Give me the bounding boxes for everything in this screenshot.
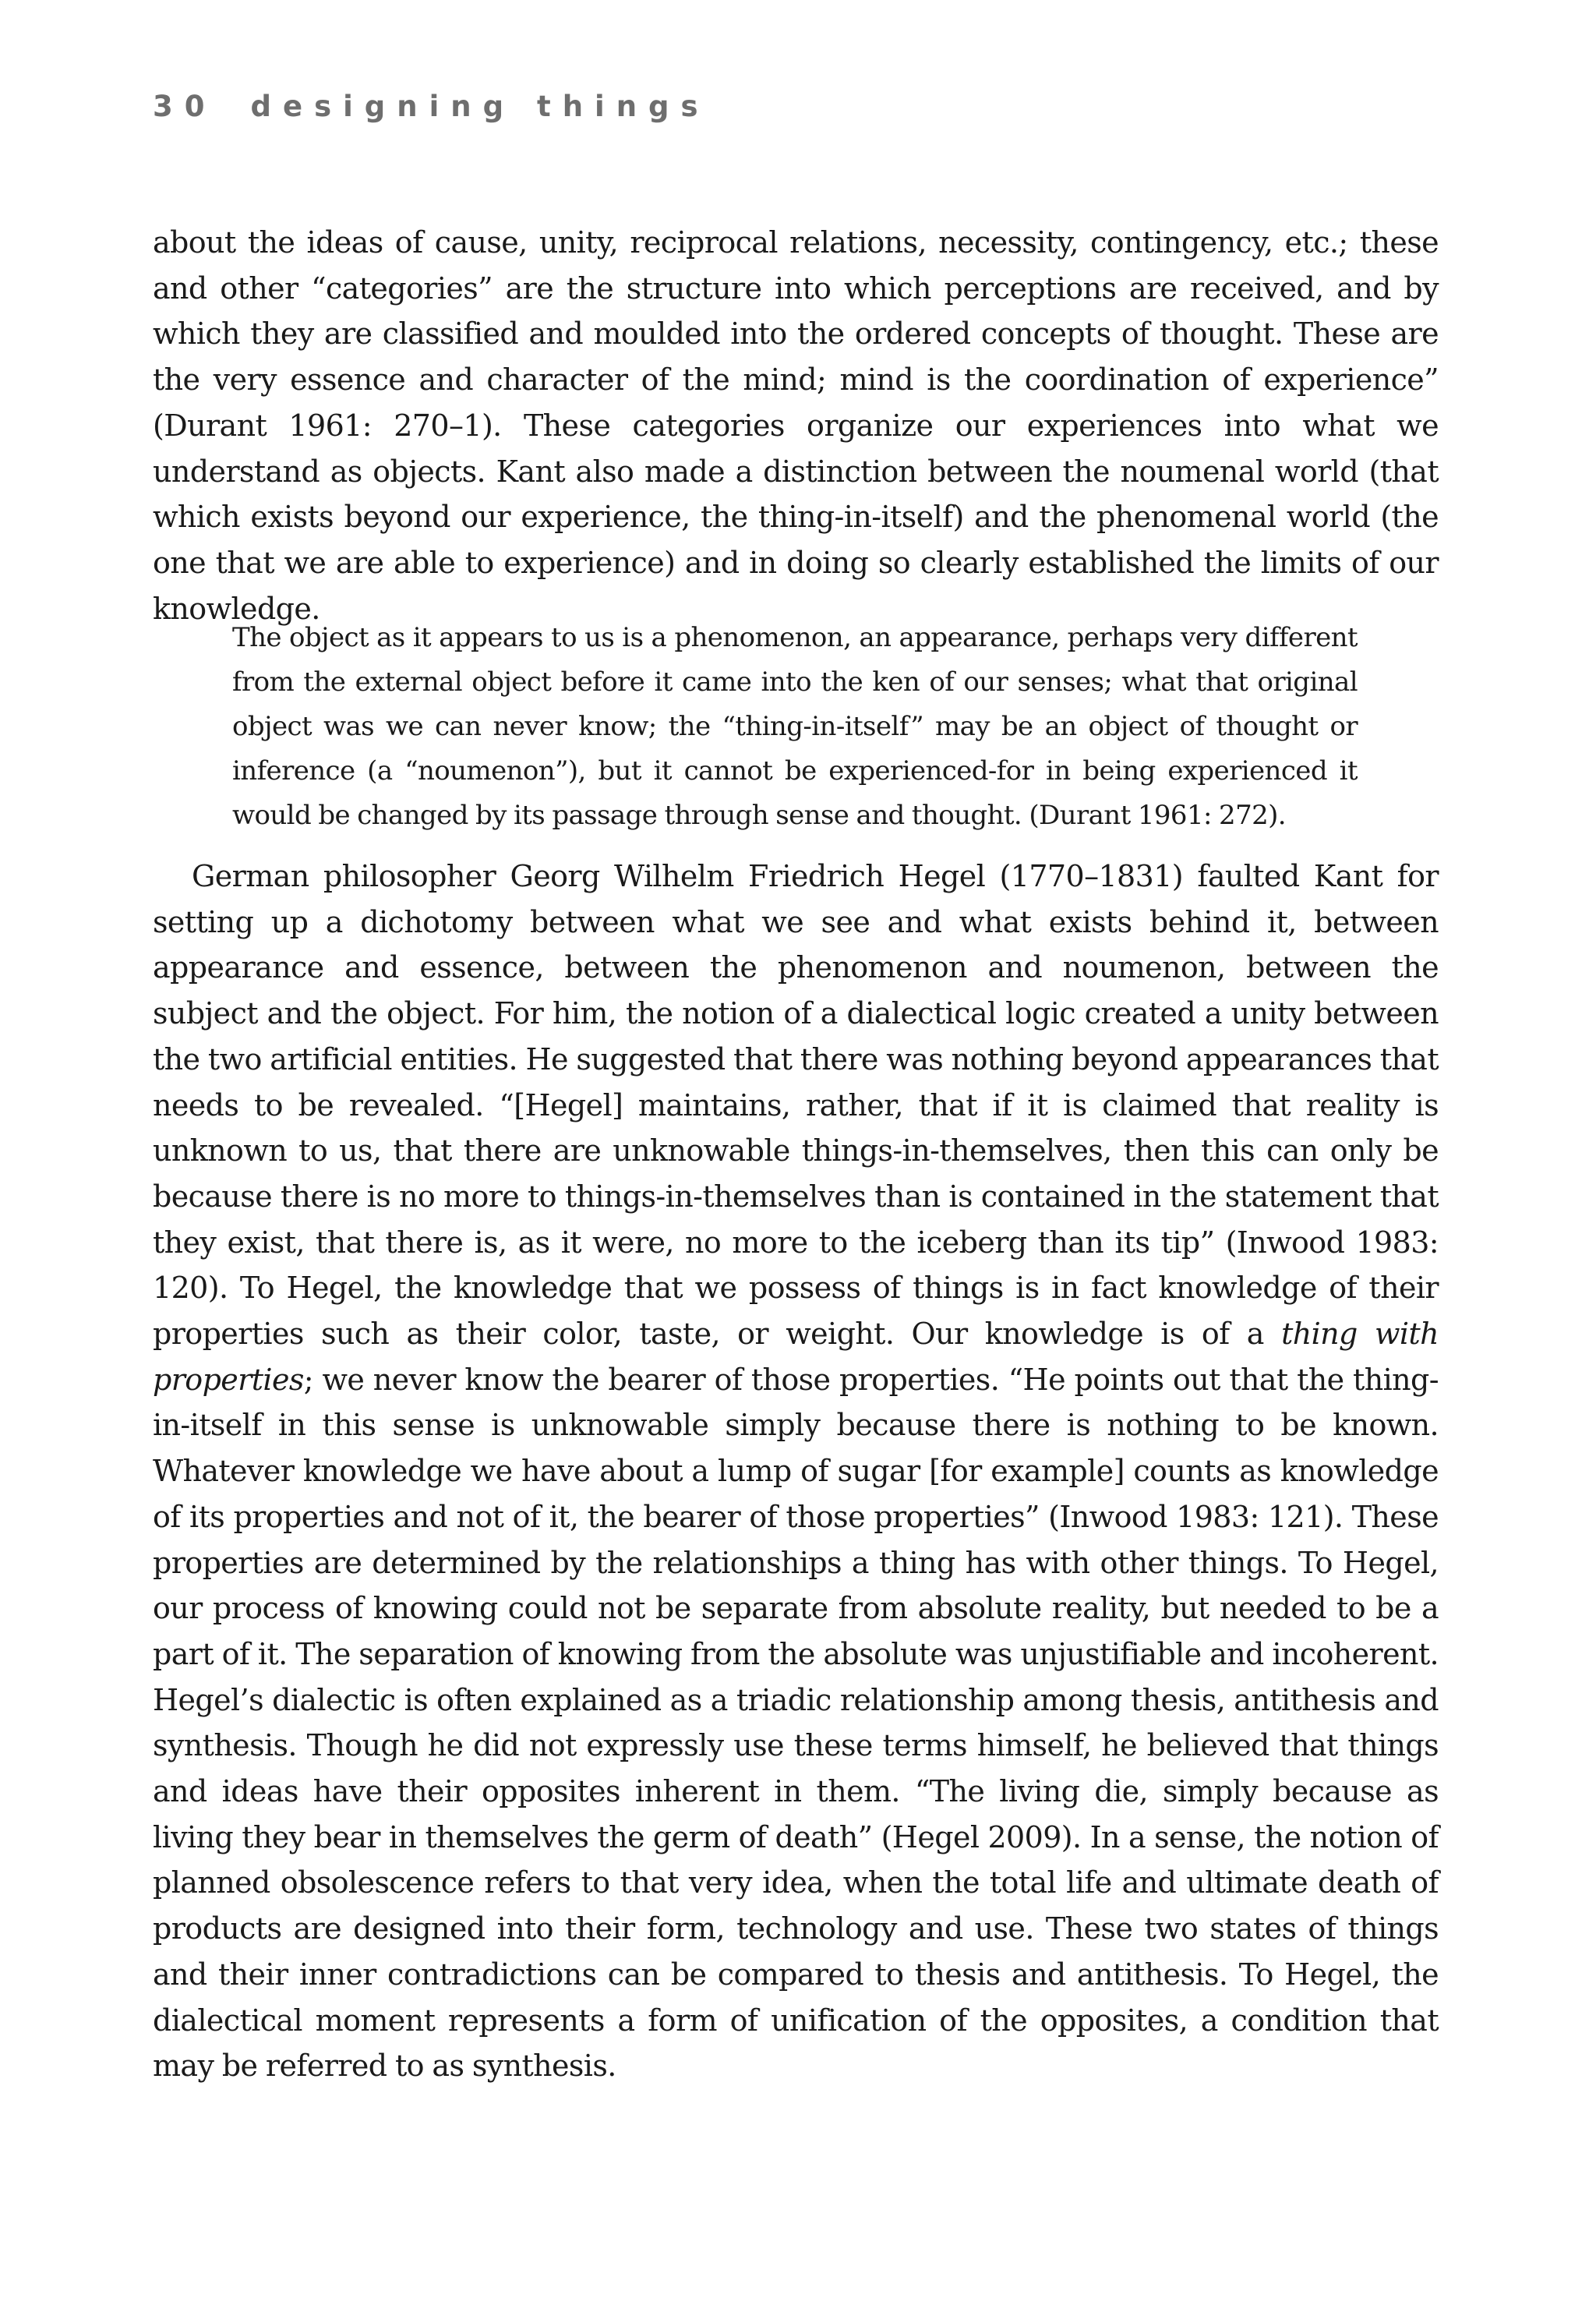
block-quote: The object as it appears to us is a phenomenon, an appearance, perhaps very different from the external object before it came into the ken of our senses; what that original object was we can never know; the “thing-in-itself” may be an object of thought or inference (a “noumenon”), but it cannot be experienced-for in being experienced it would be changed by its passage through sense and thought. (Durant 1961: 272). (232, 622, 1358, 831)
paragraph-text-end: ; we never know the bearer of those properties. “He points out that the thing-in-itself in this sense is unknowable simply because there is nothing to be known. Whatever knowledge we have about a lump of sugar [for example] counts as knowledge of its properties and not of it, the bearer of those properties” (Inwood 1983: 121). These properties are determined by the relationships a thing has with other things. To Hegel, our process of knowing could not be separate from absolute reality, but needed to be a part of it. The separation of knowing from the absolute was unjustifiable and incoherent. Hegel’s dialectic is often explained as a triadic relationship among thesis, antithesis and synthesis. Though he did not expressly use these terms himself, he believed that things and ideas have their opposites inherent in them. “The living die, simply because as living they bear in themselves the germ of death” (Hegel 2009). In a sense, the notion of planned obsolescence refers to that very idea, when the total life and ultimate death of products are designed into their form, technology and use. These two states of things and their inner contradictions can be compared to thesis and antithesis. To Hegel, the dialectical moment represents a form of unification of the opposites, a condition that may be referred to as synthesis. (153, 1362, 1439, 2084)
page-number: 30 (153, 90, 217, 123)
running-title: designing things (250, 90, 710, 123)
paragraph-text-start: German philosopher Georg Wilhelm Friedrich Hegel (1770–1831) faulted Kant for setting up a dichotomy between what we see and what exists behind it, between appearance and essence, between the phenomenon and noumenon, between the subject and the object. For him, the notion of a dialectical logic created a unity between the two artificial entities. He suggested that there was nothing beyond appearances that needs to be revealed. “[Hegel] maintains, rather, that if it is claimed that reality is unknown to us, that there are unknowable things-in-themselves, then this can only be because there is no more to things-in-themselves than is contained in the statement that they exist, that there is, as it were, no more to the iceberg than its tip” (Inwood 1983: 120). To Hegel, the knowledge that we possess of things is in fact knowledge of their properties such as their color, taste, or weight. Our knowledge is of a (153, 859, 1439, 1352)
paragraph-hegel (153, 854, 1439, 2089)
running-head (153, 92, 710, 121)
italic-phrase: thing with properties (153, 1317, 1439, 1397)
paragraph-continued: about the ideas of cause, unity, reciprocal relations, necessity, contingency, etc.; these and other “categories” are the structure into which perceptions are received, and by which they are classified and moulded into the ordered concepts of thought. These are the very essence and character of the mind; mind is the coordination of experience” (Durant 1961: 270–1). These categories organize our experiences into what we understand as objects. Kant also made a distinction between the noumenal world (that which exists beyond our experience, the thing-in-itself) and the phenomenal world (the one that we are able to experience) and in doing so clearly established the limits of our knowledge. (153, 225, 1439, 626)
